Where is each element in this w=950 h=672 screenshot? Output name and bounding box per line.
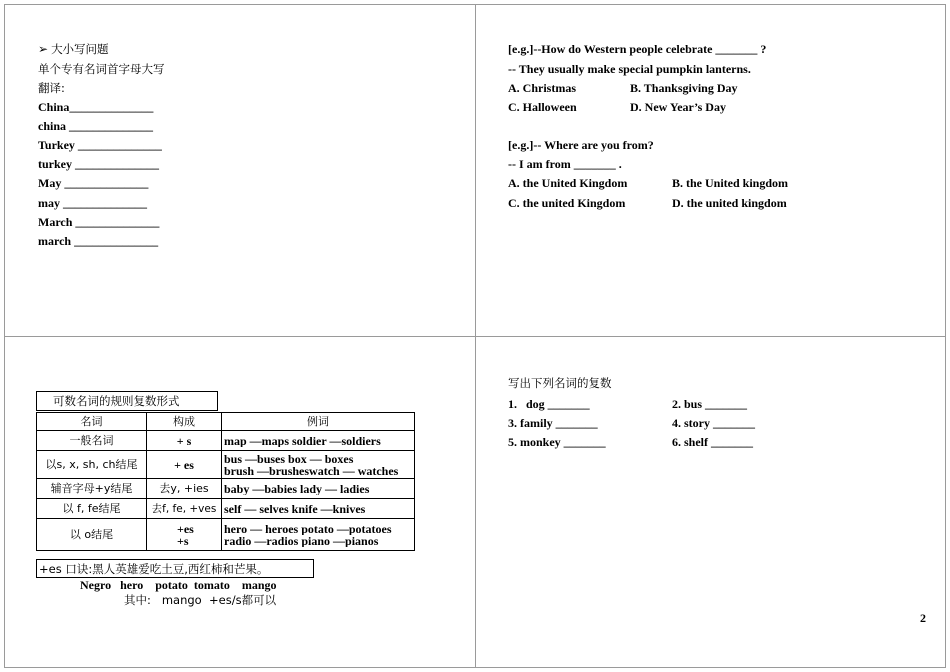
plural-rules-table <box>36 412 415 551</box>
table-row: 以 f, fe结尾 去f, fe, +ves self — selves knife —knives <box>37 499 415 519</box>
exercise-item: 3. family _______ <box>508 416 598 430</box>
example2-option-c: C. the united Kingdom <box>508 196 626 210</box>
page-number: 2 <box>920 611 926 625</box>
word-blank: china ______________ <box>38 119 154 133</box>
exercise-instruction: 写出下列名词的复数 <box>508 376 612 390</box>
table-row: 辅音字母+y结尾 去y, +ies baby —babies lady — ladies <box>37 479 415 499</box>
word-blank: China______________ <box>38 100 154 114</box>
example2-question: [e.g.]-- Where are you from? <box>508 138 654 152</box>
header-noun: 名词 <box>37 413 147 431</box>
exercise-item: 6. shelf _______ <box>672 435 753 449</box>
header-formation: 构成 <box>147 413 222 431</box>
example1-option-a: A. Christmas <box>508 81 576 95</box>
table-title: 可数名词的规则复数形式 <box>53 394 180 408</box>
capitalization-heading: ➢ 大小写问题 <box>38 42 109 56</box>
example2-option-b: B. the United kingdom <box>672 176 789 190</box>
exercise-item: 5. monkey _______ <box>508 435 606 449</box>
mnemonic-text: +es 口诀:黑人英雄爱吃土豆,西红柿和芒果。 <box>39 562 269 576</box>
arrow-bullet-icon: ➢ <box>38 42 49 56</box>
exercise-item: 4. story _______ <box>672 416 755 430</box>
exercise-item: 1. dog _______ <box>508 397 590 411</box>
mango-note: 其中: mango +es/s都可以 <box>124 593 277 607</box>
table-row: 一般名词 + s map —maps soldier —soldiers <box>37 431 415 451</box>
translate-label: 翻译: <box>38 81 65 95</box>
word-blank: Turkey ______________ <box>38 138 162 152</box>
table-title-box <box>36 391 218 411</box>
example2-answer: -- I am from _______ . <box>508 157 622 171</box>
word-blank: March ______________ <box>38 215 160 229</box>
mnemonic-words: Negro hero potato tomato mango <box>80 578 277 592</box>
horizontal-divider <box>4 336 946 337</box>
example1-option-d: D. New Year’s Day <box>630 100 726 114</box>
word-blank: turkey ______________ <box>38 157 159 171</box>
example1-option-c: C. Halloween <box>508 100 577 114</box>
word-blank: May ______________ <box>38 176 149 190</box>
example1-option-b: B. Thanksgiving Day <box>630 81 738 95</box>
example1-question: [e.g.]--How do Western people celebrate _______ ? <box>508 42 767 56</box>
mnemonic-box <box>36 559 314 578</box>
exercise-item: 2. bus _______ <box>672 397 748 411</box>
word-blank: may ______________ <box>38 196 147 210</box>
header-examples: 例词 <box>222 413 415 431</box>
table-row: 以s, x, sh, ch结尾 + es bus —buses box — boxes brush —brusheswatch — watches <box>37 451 415 479</box>
word-blank: march ______________ <box>38 234 159 248</box>
example1-answer: -- They usually make special pumpkin lanterns. <box>508 62 751 76</box>
example2-option-d: D. the united kingdom <box>672 196 787 210</box>
table-header-row <box>37 413 415 431</box>
capitalization-rule: 单个专有名词首字母大写 <box>38 62 165 76</box>
example2-option-a: A. the United Kingdom <box>508 176 628 190</box>
table-row: 以 o结尾 +es +s hero — heroes potato —potatoes radio —radios piano —pianos <box>37 519 415 551</box>
